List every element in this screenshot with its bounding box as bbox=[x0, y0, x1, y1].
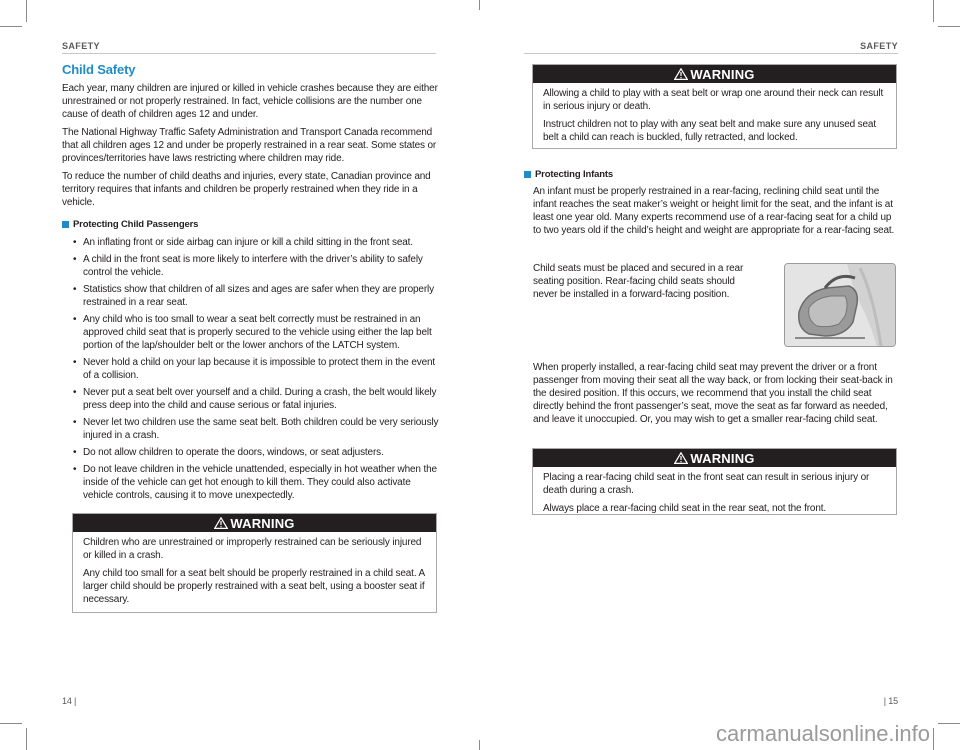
warning-triangle-icon bbox=[214, 517, 228, 529]
intro-paragraph-2: The National Highway Traffic Safety Administration and Transport Canada recommend that all children ages 12 and under be properly restrained in a rear seat. Some states or provinces/territories have laws restricting where children may ride. bbox=[62, 127, 437, 164]
list-item-text: Never put a seat belt over yourself and a child. During a crash, the belt would likely press deep into the child and cause serious or fatal injuries. bbox=[83, 387, 437, 411]
warning-box-bottom-right bbox=[532, 448, 897, 515]
warning-triangle-icon bbox=[674, 68, 688, 80]
list-item-text: A child in the front seat is more likely to interfere with the driver’s ability to safely control the vehicle. bbox=[83, 254, 423, 278]
square-bullet-icon bbox=[62, 221, 69, 228]
bullet-dot-icon: • bbox=[73, 284, 77, 295]
bullet-dot-icon: • bbox=[73, 417, 77, 428]
rear-facing-child-seat-image bbox=[784, 263, 896, 347]
crop-mark bbox=[26, 0, 27, 22]
warning-text: Allowing a child to play with a seat belt or wrap one around their neck can result in serious injury or death. bbox=[543, 88, 884, 112]
warning-text: Instruct children not to play with any seat belt and make sure any unused seat belt a child can reach is buckled, fully retracted, and locked. bbox=[543, 119, 876, 143]
header-rule-left bbox=[62, 53, 436, 54]
warning-box-top-right bbox=[532, 64, 897, 149]
warning-box-left bbox=[72, 513, 437, 613]
crop-mark bbox=[0, 723, 22, 724]
list-item-text: Any child who is too small to wear a seat belt correctly must be restrained in an approved child seat that is properly secured to the vehicle using either the lap belt portion of the lap/shoulder belt or the lower anchors of the LATCH system. bbox=[83, 314, 432, 351]
crop-mark bbox=[479, 740, 480, 750]
list-item bbox=[68, 253, 440, 279]
infant-paragraph-3: When properly installed, a rear-facing child seat may prevent the driver or a front passenger from moving their seat all the way back, or from locking their seat-back in the desired position. If this occurs, we recommend that you install the child seat directly behind the front passenger’s seat, move the seat as far forward as needed, and leave it unoccupied. Or, you may wish to get a smaller rear-facing child seat. bbox=[533, 362, 893, 425]
warning-text: Children who are unrestrained or improperly restrained can be seriously injured or killed in a crash. bbox=[83, 537, 422, 561]
bullet-dot-icon: • bbox=[73, 387, 77, 398]
list-item-text: Never let two children use the same seat belt. Both children could be very seriously injured in a crash. bbox=[83, 417, 439, 441]
subheading-protecting-infants bbox=[524, 169, 613, 180]
list-item-text: Statistics show that children of all sizes and ages are safer when they are properly restrained in a rear seat. bbox=[83, 284, 434, 308]
warning-text: Always place a rear-facing child seat in the rear seat, not the front. bbox=[543, 503, 826, 514]
crop-mark bbox=[479, 0, 480, 10]
section-header-left: SAFETY bbox=[62, 41, 100, 51]
watermark-text: carmanualsonline.info bbox=[716, 721, 931, 746]
warning-label: WARNING bbox=[690, 66, 755, 82]
page-number-right: | 15 bbox=[883, 696, 898, 706]
crop-mark bbox=[0, 26, 22, 27]
list-item bbox=[68, 283, 440, 309]
warning-header bbox=[533, 65, 896, 83]
bullet-list bbox=[68, 236, 440, 506]
list-item bbox=[68, 386, 440, 412]
warning-label: WARNING bbox=[230, 515, 295, 531]
list-item-text: Do not leave children in the vehicle unattended, especially in hot weather when the inside of the vehicle can get hot enough to kill them. They could also activate vehicle controls, causing it to move unexpectedly. bbox=[83, 464, 437, 501]
warning-label: WARNING bbox=[690, 450, 755, 466]
crop-mark bbox=[938, 723, 960, 724]
list-item bbox=[68, 236, 440, 249]
intro-paragraph-3: To reduce the number of child deaths and injuries, every state, Canadian province and territory requires that infants and children be properly restrained when they ride in a vehicle. bbox=[62, 171, 431, 208]
crop-mark bbox=[933, 728, 934, 750]
page-number-left: 14 | bbox=[62, 696, 77, 706]
infant-paragraph-1: An infant must be properly restrained in a rear-facing, reclining child seat until the infant reaches the seat maker’s weight or height limit for the seat, and the infant is at least one year old. Many experts recommend use of a rear-facing seat for a child up to two years old if the child’s height and weight are appropriate for a rear-facing seat. bbox=[533, 186, 895, 236]
page-title: Child Safety bbox=[62, 62, 136, 77]
warning-header bbox=[73, 514, 436, 532]
bullet-dot-icon: • bbox=[73, 357, 77, 368]
bullet-dot-icon: • bbox=[73, 447, 77, 458]
warning-header bbox=[533, 449, 896, 467]
warning-triangle-icon bbox=[674, 452, 688, 464]
crop-mark bbox=[938, 26, 960, 27]
list-item-text: Never hold a child on your lap because it is impossible to protect them in the event of a collision. bbox=[83, 357, 436, 381]
intro-paragraph-1: Each year, many children are injured or killed in vehicle crashes because they are either unrestrained or not properly restrained. In fact, vehicle collisions are the number one cause of death of children ages 12 and under. bbox=[62, 83, 438, 120]
warning-text: Any child too small for a seat belt should be properly restrained in a child seat. A larger child should be properly restrained with a seat belt, using a booster seat if necessary. bbox=[83, 568, 425, 605]
header-rule-right bbox=[524, 53, 898, 54]
list-item bbox=[68, 463, 440, 502]
child-seat-illustration bbox=[785, 264, 895, 346]
list-item bbox=[68, 416, 440, 442]
subheading-child-passengers bbox=[62, 219, 198, 230]
subheading-label: Protecting Infants bbox=[535, 169, 614, 180]
list-item bbox=[68, 313, 440, 352]
bullet-dot-icon: • bbox=[73, 254, 77, 265]
list-item-text: An inflating front or side airbag can injure or kill a child sitting in the front seat. bbox=[83, 237, 413, 248]
square-bullet-icon bbox=[524, 171, 531, 178]
crop-mark bbox=[933, 0, 934, 22]
section-header-right: SAFETY bbox=[860, 41, 898, 51]
bullet-dot-icon: • bbox=[73, 237, 77, 248]
crop-mark bbox=[26, 728, 27, 750]
warning-text: Placing a rear-facing child seat in the front seat can result in serious injury or death during a crash. bbox=[543, 472, 870, 496]
list-item-text: Do not allow children to operate the doors, windows, or seat adjusters. bbox=[83, 447, 384, 458]
bullet-dot-icon: • bbox=[73, 464, 77, 475]
list-item bbox=[68, 356, 440, 382]
bullet-dot-icon: • bbox=[73, 314, 77, 325]
list-item bbox=[68, 446, 440, 459]
infant-paragraph-2: Child seats must be placed and secured in a rear seating position. Rear-facing child seats should never be installed in a forward-facing position. bbox=[533, 263, 744, 300]
subheading-label: Protecting Child Passengers bbox=[73, 219, 199, 230]
